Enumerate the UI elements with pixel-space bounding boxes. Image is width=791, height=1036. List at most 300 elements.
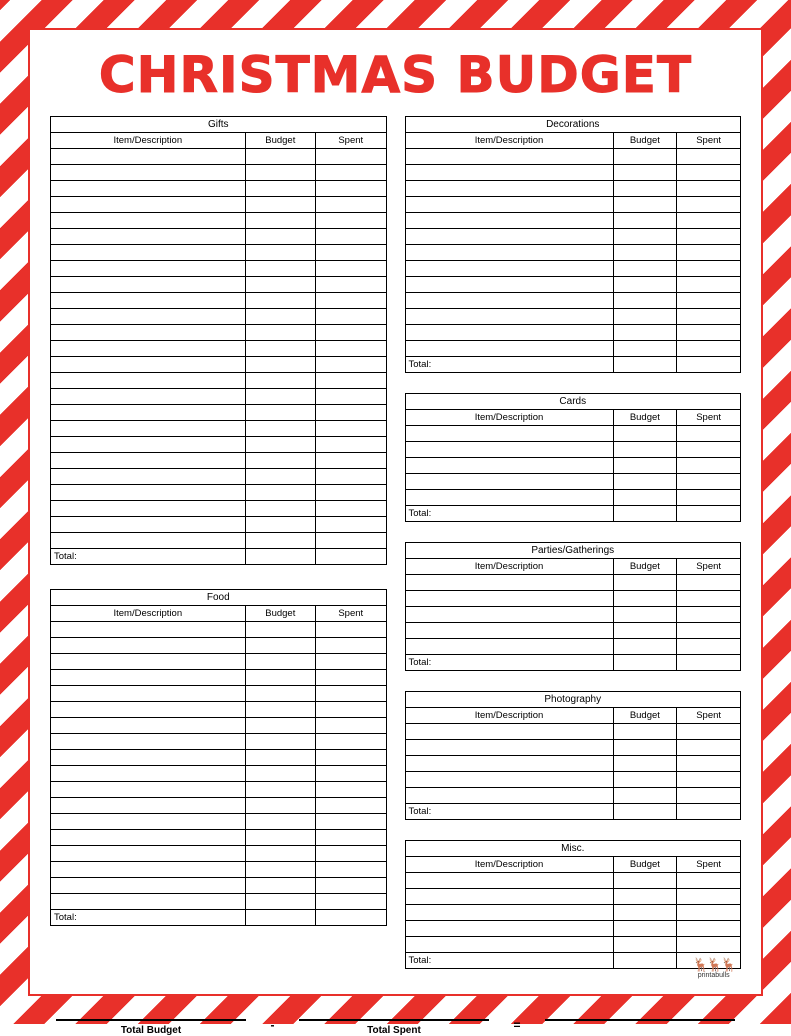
cell-budget[interactable] <box>245 421 315 437</box>
cell-description[interactable] <box>51 862 246 878</box>
cell-budget[interactable] <box>613 740 677 756</box>
cell-budget[interactable] <box>245 277 315 293</box>
cell-description[interactable] <box>405 937 613 953</box>
cell-spent[interactable] <box>316 750 386 766</box>
cell-spent[interactable] <box>316 718 386 734</box>
cell-spent[interactable] <box>677 245 741 261</box>
cell-description[interactable] <box>51 213 246 229</box>
total-spent-cell[interactable] <box>677 804 741 820</box>
cell-spent[interactable] <box>677 309 741 325</box>
table-row <box>51 261 387 277</box>
table-row <box>405 623 741 639</box>
cell-spent[interactable] <box>677 261 741 277</box>
cell-description[interactable] <box>51 293 246 309</box>
cell-spent[interactable] <box>677 937 741 953</box>
cell-description[interactable] <box>51 846 246 862</box>
cell-description[interactable] <box>405 442 613 458</box>
total-spent-cell[interactable] <box>677 655 741 671</box>
table-row <box>51 389 387 405</box>
cell-budget[interactable] <box>245 734 315 750</box>
cell-spent[interactable] <box>316 846 386 862</box>
cell-spent[interactable] <box>677 149 741 165</box>
cell-spent[interactable] <box>677 905 741 921</box>
table-photography <box>405 691 742 820</box>
cell-spent[interactable] <box>677 788 741 804</box>
cell-description[interactable] <box>405 277 613 293</box>
cell-budget[interactable] <box>245 229 315 245</box>
cell-spent[interactable] <box>677 426 741 442</box>
cell-spent[interactable] <box>316 165 386 181</box>
cell-description[interactable] <box>405 165 613 181</box>
cell-description[interactable] <box>51 485 246 501</box>
table-row <box>51 245 387 261</box>
total-budget-cell[interactable] <box>613 953 677 969</box>
cell-description[interactable] <box>405 181 613 197</box>
cell-spent[interactable] <box>677 325 741 341</box>
cell-description[interactable] <box>405 149 613 165</box>
table-row <box>405 889 741 905</box>
cell-budget[interactable] <box>245 309 315 325</box>
total-budget-input[interactable] <box>56 1005 246 1021</box>
cell-budget[interactable] <box>613 591 677 607</box>
cell-spent[interactable] <box>316 325 386 341</box>
table-row <box>51 405 387 421</box>
cell-description[interactable] <box>51 517 246 533</box>
cell-spent[interactable] <box>677 293 741 309</box>
cell-spent[interactable] <box>316 309 386 325</box>
table-row <box>405 607 741 623</box>
table-row <box>51 165 387 181</box>
cell-budget[interactable] <box>245 197 315 213</box>
cell-spent[interactable] <box>316 341 386 357</box>
cell-budget[interactable] <box>245 654 315 670</box>
cell-description[interactable] <box>51 165 246 181</box>
cell-spent[interactable] <box>677 458 741 474</box>
cell-spent[interactable] <box>677 213 741 229</box>
cell-spent[interactable] <box>677 229 741 245</box>
cell-spent[interactable] <box>677 740 741 756</box>
cell-budget[interactable] <box>245 894 315 910</box>
section-photography <box>405 691 742 820</box>
table-row <box>405 426 741 442</box>
cell-spent[interactable] <box>677 165 741 181</box>
left-column <box>50 116 387 950</box>
cell-description[interactable] <box>51 750 246 766</box>
cell-budget[interactable] <box>613 639 677 655</box>
cell-budget[interactable] <box>613 724 677 740</box>
cell-spent[interactable] <box>316 453 386 469</box>
cell-spent[interactable] <box>316 734 386 750</box>
cell-description[interactable] <box>405 458 613 474</box>
table-total-row <box>405 655 741 671</box>
cell-budget[interactable] <box>613 341 677 357</box>
cell-spent[interactable] <box>677 873 741 889</box>
cell-spent[interactable] <box>316 357 386 373</box>
cell-description[interactable] <box>51 261 246 277</box>
cell-description[interactable] <box>51 437 246 453</box>
cell-spent[interactable] <box>677 756 741 772</box>
total-label: Total: <box>51 549 246 565</box>
cell-budget[interactable] <box>613 474 677 490</box>
cell-description[interactable] <box>405 724 613 740</box>
total-label: Total: <box>405 953 613 969</box>
cell-budget[interactable] <box>613 756 677 772</box>
section-food <box>50 589 387 926</box>
cell-budget[interactable] <box>245 862 315 878</box>
cell-budget[interactable] <box>245 405 315 421</box>
brand-name: printabulls <box>697 972 730 980</box>
cell-spent[interactable] <box>316 149 386 165</box>
table-row <box>405 591 741 607</box>
cell-spent[interactable] <box>316 245 386 261</box>
total-budget-cell[interactable] <box>245 910 315 926</box>
cell-spent[interactable] <box>316 277 386 293</box>
cell-budget[interactable] <box>245 357 315 373</box>
cell-budget[interactable] <box>245 750 315 766</box>
cell-budget[interactable] <box>613 277 677 293</box>
cell-spent[interactable] <box>316 293 386 309</box>
cell-budget[interactable] <box>613 309 677 325</box>
cell-spent[interactable] <box>316 686 386 702</box>
cell-description[interactable] <box>51 830 246 846</box>
cell-budget[interactable] <box>613 426 677 442</box>
total-budget-cell[interactable] <box>613 655 677 671</box>
cell-budget[interactable] <box>613 905 677 921</box>
table-total-row <box>51 910 387 926</box>
cell-description[interactable] <box>405 426 613 442</box>
cell-description[interactable] <box>405 740 613 756</box>
section-title: Parties/Gatherings <box>405 543 741 559</box>
cell-spent[interactable] <box>316 181 386 197</box>
total-result-input[interactable] <box>545 1005 735 1021</box>
cell-budget[interactable] <box>245 373 315 389</box>
cell-description[interactable] <box>51 197 246 213</box>
cell-description[interactable] <box>51 622 246 638</box>
cell-budget[interactable] <box>245 437 315 453</box>
table-row <box>51 638 387 654</box>
cell-budget[interactable] <box>245 766 315 782</box>
cell-spent[interactable] <box>677 921 741 937</box>
col-header-budget: Budget <box>613 857 677 873</box>
cell-description[interactable] <box>405 293 613 309</box>
cell-budget[interactable] <box>613 490 677 506</box>
cell-budget[interactable] <box>245 245 315 261</box>
cell-spent[interactable] <box>316 654 386 670</box>
cell-budget[interactable] <box>245 638 315 654</box>
cell-description[interactable] <box>51 501 246 517</box>
cell-description[interactable] <box>51 373 246 389</box>
cell-description[interactable] <box>51 654 246 670</box>
cell-description[interactable] <box>51 766 246 782</box>
cell-description[interactable] <box>51 469 246 485</box>
cell-spent[interactable] <box>316 622 386 638</box>
cell-budget[interactable] <box>245 293 315 309</box>
col-header-description: Item/Description <box>405 559 613 575</box>
cell-description[interactable] <box>51 782 246 798</box>
cell-budget[interactable] <box>613 442 677 458</box>
cell-spent[interactable] <box>316 501 386 517</box>
cell-description[interactable] <box>51 533 246 549</box>
total-spent-cell[interactable] <box>677 506 741 522</box>
cell-description[interactable] <box>405 756 613 772</box>
table-row <box>51 501 387 517</box>
cell-budget[interactable] <box>613 213 677 229</box>
cell-description[interactable] <box>405 772 613 788</box>
cell-description[interactable] <box>51 734 246 750</box>
cell-budget[interactable] <box>613 229 677 245</box>
cell-description[interactable] <box>51 814 246 830</box>
cell-budget[interactable] <box>613 149 677 165</box>
cell-budget[interactable] <box>245 814 315 830</box>
cell-spent[interactable] <box>316 862 386 878</box>
cell-spent[interactable] <box>677 277 741 293</box>
cell-description[interactable] <box>51 718 246 734</box>
cell-budget[interactable] <box>245 686 315 702</box>
cell-budget[interactable] <box>613 293 677 309</box>
cell-budget[interactable] <box>613 165 677 181</box>
total-budget-cell[interactable] <box>613 357 677 373</box>
cell-spent[interactable] <box>316 830 386 846</box>
section-title: Cards <box>405 394 741 410</box>
cell-description[interactable] <box>405 474 613 490</box>
table-row <box>51 309 387 325</box>
cell-budget[interactable] <box>245 325 315 341</box>
cell-spent[interactable] <box>316 638 386 654</box>
cell-spent[interactable] <box>316 469 386 485</box>
cell-description[interactable] <box>51 389 246 405</box>
total-spent-cell[interactable] <box>677 357 741 373</box>
cell-description[interactable] <box>51 149 246 165</box>
cell-spent[interactable] <box>677 442 741 458</box>
cell-budget[interactable] <box>613 623 677 639</box>
table-row <box>51 485 387 501</box>
col-header-spent: Spent <box>316 606 386 622</box>
cell-budget[interactable] <box>613 889 677 905</box>
table-row <box>405 293 741 309</box>
cell-budget[interactable] <box>245 702 315 718</box>
cell-description[interactable] <box>405 261 613 277</box>
cell-description[interactable] <box>51 405 246 421</box>
cell-description[interactable] <box>51 229 246 245</box>
total-budget-cell[interactable] <box>245 549 315 565</box>
cell-budget[interactable] <box>245 389 315 405</box>
cell-description[interactable] <box>405 905 613 921</box>
cell-spent[interactable] <box>316 517 386 533</box>
total-budget-cell[interactable] <box>613 506 677 522</box>
total-spent-cell[interactable] <box>316 910 386 926</box>
cell-spent[interactable] <box>677 490 741 506</box>
cell-spent[interactable] <box>316 389 386 405</box>
cell-spent[interactable] <box>316 766 386 782</box>
cell-description[interactable] <box>51 453 246 469</box>
cell-spent[interactable] <box>316 814 386 830</box>
cell-spent[interactable] <box>677 181 741 197</box>
cell-spent[interactable] <box>316 702 386 718</box>
cell-spent[interactable] <box>316 782 386 798</box>
cell-budget[interactable] <box>613 325 677 341</box>
cell-description[interactable] <box>51 245 246 261</box>
cell-description[interactable] <box>51 309 246 325</box>
cell-budget[interactable] <box>613 261 677 277</box>
cell-spent[interactable] <box>677 639 741 655</box>
cell-spent[interactable] <box>316 213 386 229</box>
cell-spent[interactable] <box>316 437 386 453</box>
total-spent-input[interactable] <box>299 1005 489 1021</box>
cell-spent[interactable] <box>677 607 741 623</box>
cell-spent[interactable] <box>677 724 741 740</box>
cell-budget[interactable] <box>245 261 315 277</box>
cell-description[interactable] <box>405 873 613 889</box>
table-row <box>51 277 387 293</box>
cell-description[interactable] <box>51 341 246 357</box>
cell-description[interactable] <box>405 639 613 655</box>
cell-description[interactable] <box>405 309 613 325</box>
table-row <box>51 197 387 213</box>
total-result-group <box>545 1005 735 1036</box>
cell-budget[interactable] <box>613 937 677 953</box>
cell-budget[interactable] <box>245 830 315 846</box>
cell-description[interactable] <box>405 341 613 357</box>
cell-description[interactable] <box>405 490 613 506</box>
table-row <box>51 862 387 878</box>
cell-spent[interactable] <box>316 229 386 245</box>
section-cards <box>405 393 742 522</box>
table-row <box>51 734 387 750</box>
cell-description[interactable] <box>51 670 246 686</box>
section-parties <box>405 542 742 671</box>
cell-description[interactable] <box>405 607 613 623</box>
cell-description[interactable] <box>405 575 613 591</box>
cell-spent[interactable] <box>316 878 386 894</box>
cell-spent[interactable] <box>316 405 386 421</box>
cell-budget[interactable] <box>245 181 315 197</box>
cell-spent[interactable] <box>677 474 741 490</box>
cell-budget[interactable] <box>613 197 677 213</box>
cell-spent[interactable] <box>316 798 386 814</box>
table-row <box>405 442 741 458</box>
section-title: Decorations <box>405 117 741 133</box>
cell-budget[interactable] <box>245 798 315 814</box>
cell-budget[interactable] <box>245 622 315 638</box>
cell-spent[interactable] <box>316 373 386 389</box>
cell-description[interactable] <box>51 181 246 197</box>
cell-budget[interactable] <box>613 181 677 197</box>
cell-spent[interactable] <box>677 623 741 639</box>
cell-budget[interactable] <box>245 341 315 357</box>
cell-description[interactable] <box>51 878 246 894</box>
cell-spent[interactable] <box>316 670 386 686</box>
table-row <box>51 437 387 453</box>
table-row <box>405 921 741 937</box>
cell-budget[interactable] <box>245 846 315 862</box>
cell-description[interactable] <box>405 623 613 639</box>
cell-budget[interactable] <box>613 575 677 591</box>
cell-spent[interactable] <box>316 485 386 501</box>
cell-spent[interactable] <box>677 591 741 607</box>
col-header-budget: Budget <box>613 133 677 149</box>
table-row <box>405 458 741 474</box>
cell-budget[interactable] <box>245 718 315 734</box>
table-row <box>405 165 741 181</box>
cell-description[interactable] <box>405 921 613 937</box>
table-row <box>51 894 387 910</box>
total-label: Total: <box>405 655 613 671</box>
cell-description[interactable] <box>51 421 246 437</box>
cell-budget[interactable] <box>245 517 315 533</box>
cell-budget[interactable] <box>245 469 315 485</box>
cell-description[interactable] <box>405 245 613 261</box>
cell-spent[interactable] <box>677 197 741 213</box>
cell-spent[interactable] <box>677 889 741 905</box>
cell-description[interactable] <box>405 325 613 341</box>
cell-budget[interactable] <box>613 788 677 804</box>
section-gifts <box>50 116 387 565</box>
cell-description[interactable] <box>405 229 613 245</box>
cell-budget[interactable] <box>245 782 315 798</box>
cell-budget[interactable] <box>245 453 315 469</box>
cell-spent[interactable] <box>677 575 741 591</box>
cell-description[interactable] <box>51 798 246 814</box>
table-total-row <box>405 357 741 373</box>
cell-budget[interactable] <box>613 873 677 889</box>
worksheet-columns <box>50 116 741 989</box>
cell-budget[interactable] <box>613 772 677 788</box>
table-row <box>405 229 741 245</box>
section-title: Photography <box>405 692 741 708</box>
total-label: Total: <box>51 910 246 926</box>
cell-description[interactable] <box>51 277 246 293</box>
cell-budget[interactable] <box>613 245 677 261</box>
cell-spent[interactable] <box>316 421 386 437</box>
cell-description[interactable] <box>405 591 613 607</box>
cell-description[interactable] <box>51 357 246 373</box>
cell-description[interactable] <box>405 213 613 229</box>
cell-description[interactable] <box>405 788 613 804</box>
cell-budget[interactable] <box>245 501 315 517</box>
cell-description[interactable] <box>51 686 246 702</box>
cell-description[interactable] <box>405 197 613 213</box>
section-title: Food <box>51 590 387 606</box>
total-budget-cell[interactable] <box>613 804 677 820</box>
cell-budget[interactable] <box>613 921 677 937</box>
cell-spent[interactable] <box>677 772 741 788</box>
table-row <box>51 846 387 862</box>
cell-spent[interactable] <box>316 894 386 910</box>
cell-spent[interactable] <box>677 341 741 357</box>
cell-spent[interactable] <box>316 533 386 549</box>
cell-spent[interactable] <box>316 197 386 213</box>
cell-budget[interactable] <box>245 878 315 894</box>
cell-description[interactable] <box>51 894 246 910</box>
cell-description[interactable] <box>51 702 246 718</box>
cell-spent[interactable] <box>316 261 386 277</box>
cell-budget[interactable] <box>245 165 315 181</box>
cell-description[interactable] <box>405 889 613 905</box>
cell-description[interactable] <box>51 638 246 654</box>
cell-budget[interactable] <box>245 533 315 549</box>
col-header-spent: Spent <box>677 857 741 873</box>
table-row <box>405 245 741 261</box>
right-column <box>405 116 742 989</box>
cell-budget[interactable] <box>613 607 677 623</box>
cell-budget[interactable] <box>245 670 315 686</box>
cell-budget[interactable] <box>613 458 677 474</box>
cell-budget[interactable] <box>245 213 315 229</box>
cell-budget[interactable] <box>245 485 315 501</box>
cell-description[interactable] <box>51 325 246 341</box>
total-spent-cell[interactable] <box>316 549 386 565</box>
cell-budget[interactable] <box>245 149 315 165</box>
